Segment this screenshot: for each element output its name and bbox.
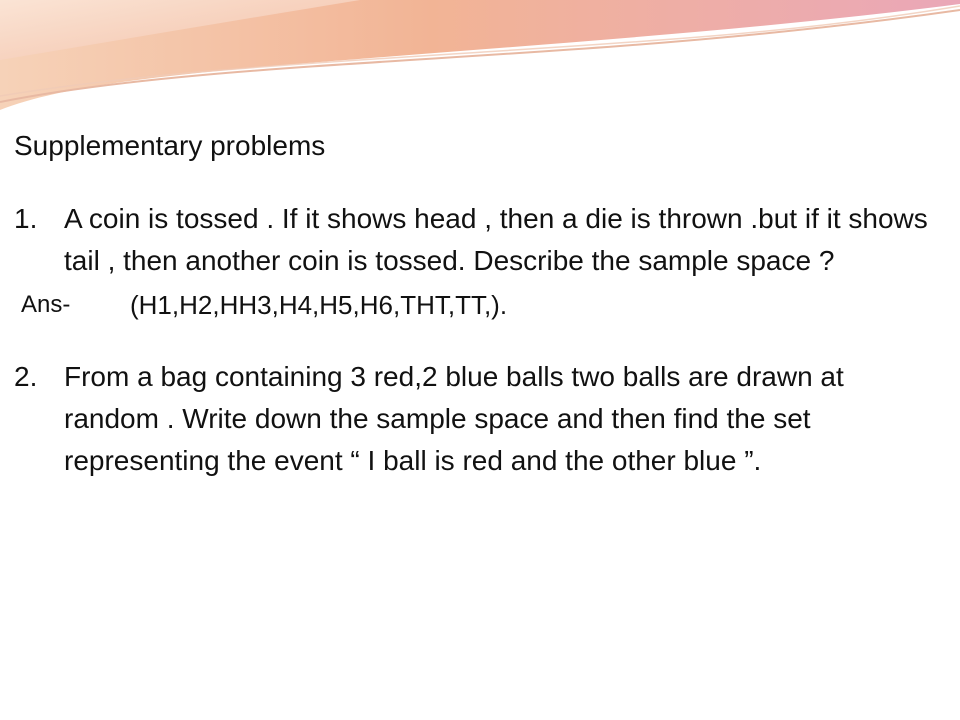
problem-1-number: 1. <box>14 203 38 234</box>
slide-content <box>14 128 950 482</box>
problem-1 <box>14 198 950 282</box>
problem-2 <box>14 356 950 482</box>
slide-heading: Supplementary problems <box>14 130 326 161</box>
problem-1-text: A coin is tossed . If it shows head , then a die is thrown .but if it shows tail , then another coin is tossed. Describe the sample space ? <box>64 203 928 276</box>
problem-2-text: From a bag containing 3 red,2 blue balls two balls are drawn at random . Write down the sample space and then find the set representing the event “ I ball is red and the other blue ”. <box>64 361 844 476</box>
problem-2-number: 2. <box>14 361 38 392</box>
answer-label: Ans- <box>21 291 71 318</box>
answer-value: (H1,H2,HH3,H4,H5,H6,THT,TT,). <box>130 290 508 320</box>
header-swoosh-decoration <box>0 0 960 120</box>
answer-line <box>14 284 950 326</box>
